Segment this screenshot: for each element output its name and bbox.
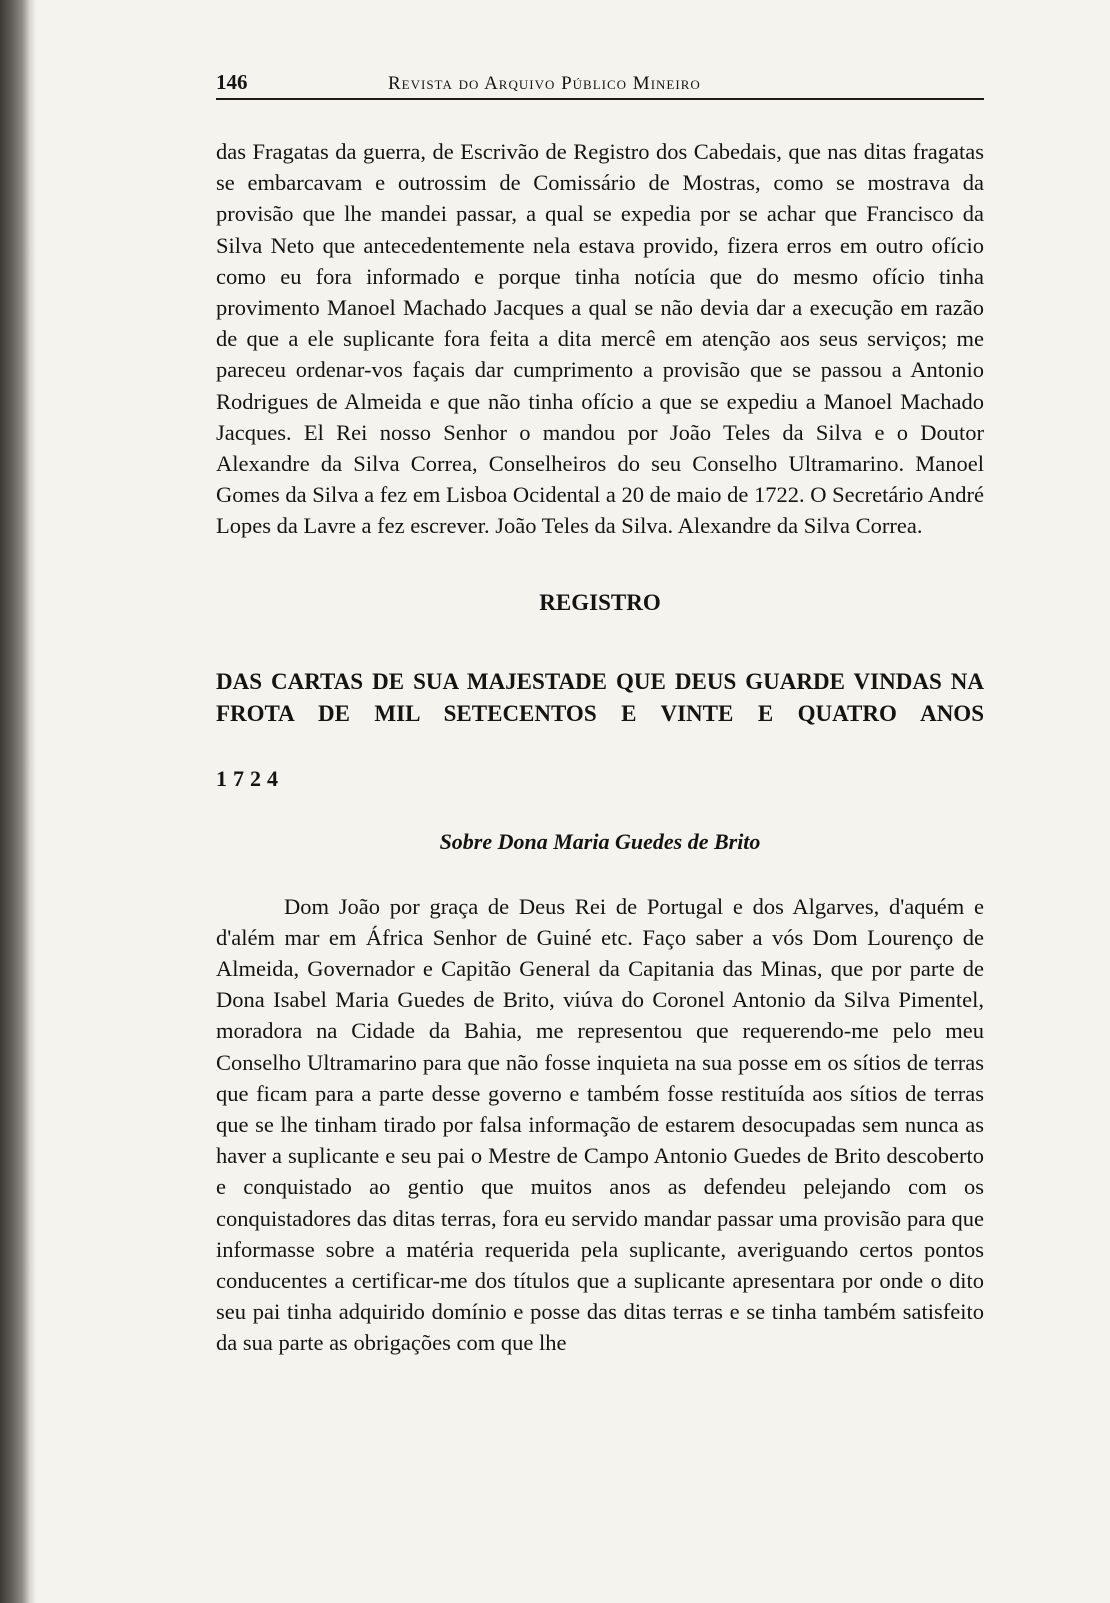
year-heading: 1724 xyxy=(216,765,284,791)
running-header xyxy=(216,70,984,100)
letter-title: Sobre Dona Maria Guedes de Brito xyxy=(439,828,761,854)
section-subtitle: DAS CARTAS DE SUA MAJESTADE QUE DEUS GUARDE VINDAS NA FROTA DE MIL SETECENTOS E VINTE E QUATRO ANOS xyxy=(216,668,984,726)
page-text xyxy=(216,136,984,1359)
letter-body-paragraph: Dom João por graça de Deus Rei de Portugal e dos Algarves, d'aquém e d'além mar em África Senhor de Guiné etc. Faço saber a vós Dom Lourenço de Almeida, Governador e Capitão General da Capitania das Minas, que por parte de Dona Isabel Maria Guedes de Brito, viúva do Coronel Antonio da Silva Pimentel, moradora na Cidade da Bahia, me representou que requerendo-me pelo meu Conselho Ultramarino para que não fosse inquieta na sua posse em os sítios de terras que ficam para a parte desse governo e também fosse restituída aos sítios de terras que se lhe tinham tirado por falsa informação de estarem desocupadas sem nunca as haver a suplicante e seu pai o Mestre de Campo Antonio Guedes de Brito descoberto e conquistado ao gentio que muitos anos as defendeu pelejando com os conquistadores das ditas terras, fora eu servido mandar passar uma provisão para que informasse sobre a matéria requerida pela suplicante, averiguando certos pontos conducentes a certificar-me dos títulos que a suplicante apresentara por onde o dito seu pai tinha adquirido domínio e posse das ditas terras e se tinha também satisfeito da sua parte as obrigações com que lhe xyxy=(216,893,984,1356)
section-title: REGISTRO xyxy=(539,589,661,615)
book-page xyxy=(216,70,984,1359)
page-number: 146 xyxy=(216,70,248,94)
book-binding-edge xyxy=(0,0,36,1603)
paragraph-continued: das Fragatas da guerra, de Escrivão de Registro dos Cabedais, que nas ditas fragatas se embarcavam e outrossim de Comissário de Mostras, como se mostrava da provisão que lhe mandei passar, a qual se expedia por se achar que Francisco da Silva Neto que antecedentemente nela estava provido, fizera erros em outro ofício como eu fora informado e porque tinha notícia que do mesmo ofício tinha provimento Manoel Machado Jacques a qual se não devia dar a execução em razão de que a ele suplicante fora feita a dita mercê em atenção aos seus serviços; me pareceu ordenar-vos façais dar cumprimento a provisão que se passou a Antonio Rodrigues de Almeida e que não tinha ofício a que se expediu a Manoel Machado Jacques. El Rei nosso Senhor o mandou por João Teles da Silva e o Doutor Alexandre da Silva Correa, Conselheiros do seu Conselho Ultramarino. Manoel Gomes da Silva a fez em Lisboa Ocidental a 20 de maio de 1722. O Secretário André Lopes da Lavre a fez escrever. João Teles da Silva. Alexandre da Silva Correa. xyxy=(216,139,984,539)
journal-title: Revista do Arquivo Público Mineiro xyxy=(388,73,701,94)
